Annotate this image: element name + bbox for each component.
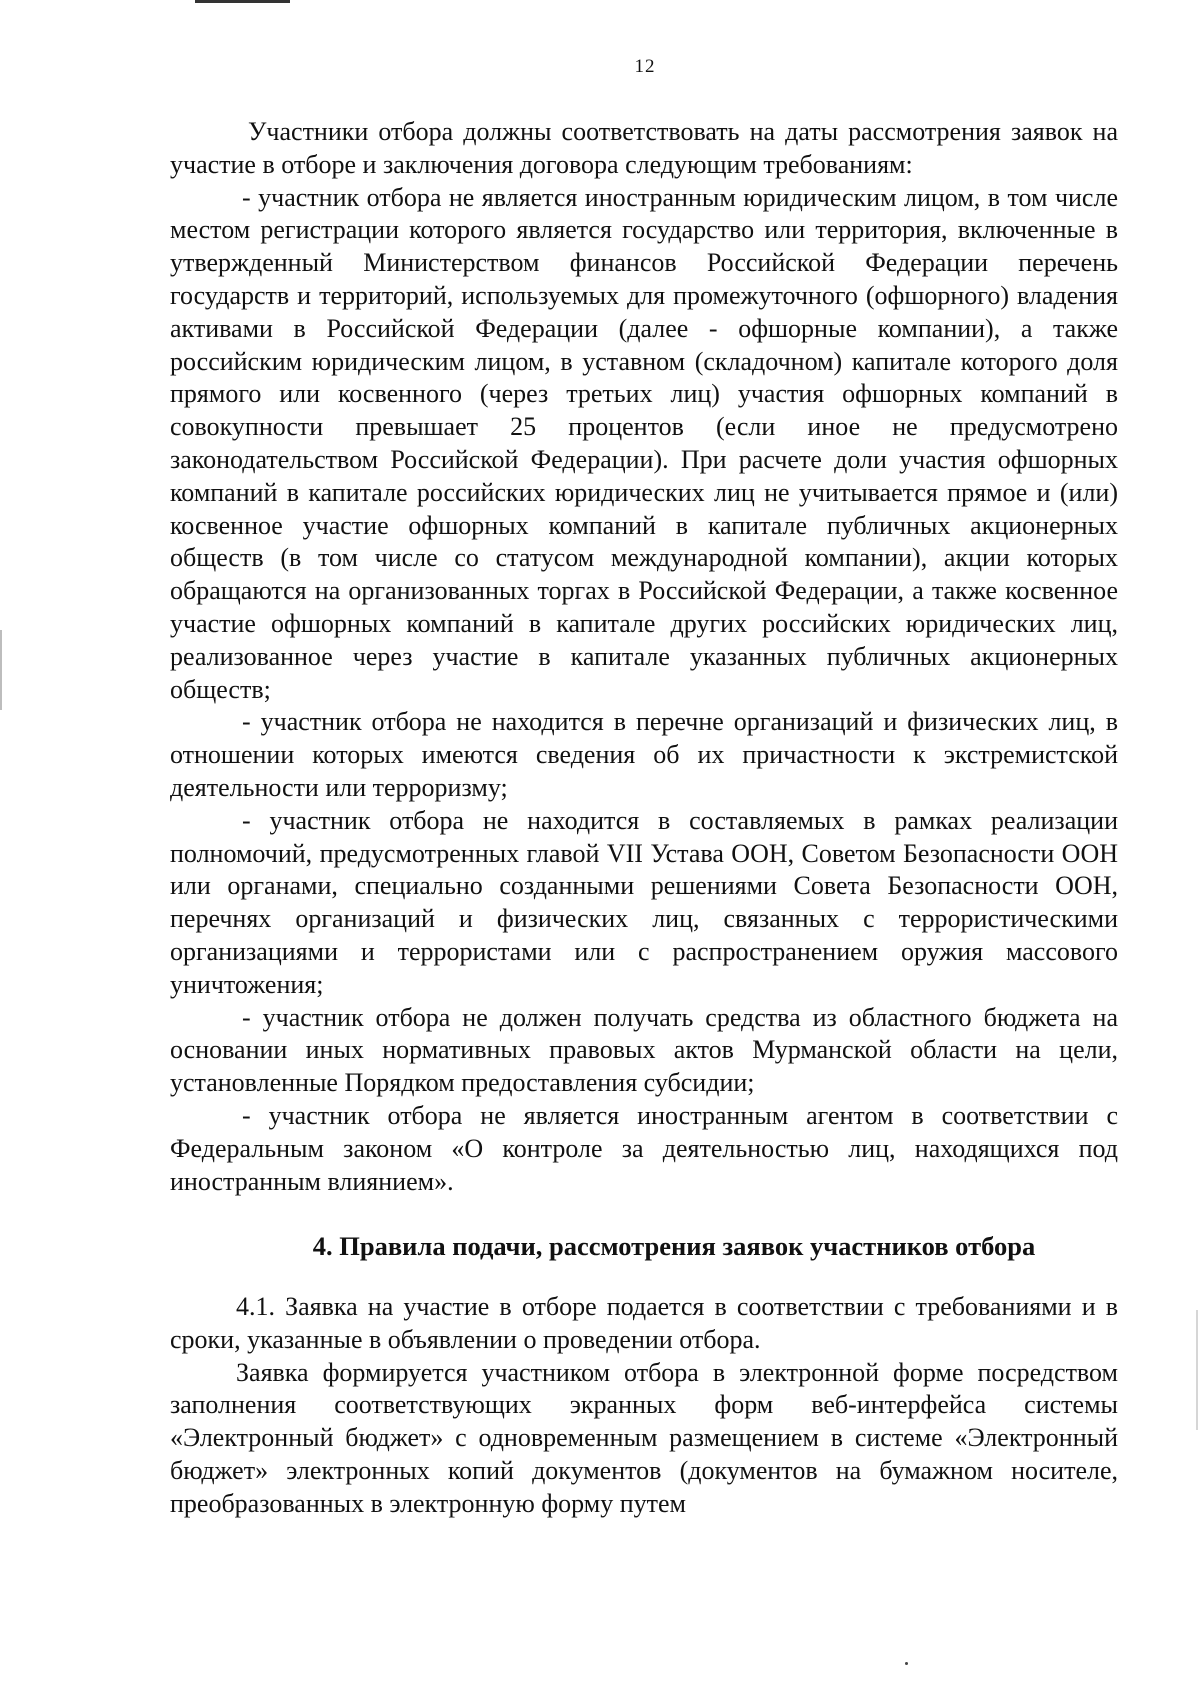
- requirement-regional-budget-paragraph: - участник отбора не должен получать средства из областного бюджета на основании иных нормативных правовых актов Мурманской области на цели, установленные Порядком предоставления субсидии;: [170, 1002, 1118, 1098]
- requirement-un-lists-paragraph: - участник отбора не находится в составляемых в рамках реализации полномочий, предусмотренных главой VII Устава ООН, Советом Безопасности ООН или органами, специально созданными решениями Совета Безопасности ООН, перечнях организаций и физических лиц, связанных с террористическими организациями и террористами или с распространением оружия массового уничтожения;: [170, 805, 1118, 999]
- requirement-offshore-paragraph: - участник отбора не является иностранным юридическим лицом, в том числе местом регистрации которого является государство или территория, включенные в утвержденный Министерством финансов Российской Федерации перечень государств и территорий, используемых для промежуточного (офшорного) владения активами в Российской Федерации (далее - офшорные компании), а также российским юридическим лицом, в уставном (складочном) капитале которого доля прямого или косвенного (через третьих лиц) участия офшорных компаний в совокупности превышает 25 процентов (если иное не предусмотрено законодательством Российской Федерации). При расчете доли участия офшорных компаний в капитале российских юридических лиц не учитывается прямое и (или) косвенное участие офшорных компаний в капитале публичных акционерных обществ (в том числе со статусом международной компании), акции которых обращаются на организованных торгах в Российской Федерации, а также косвенное участие офшорных компаний в капитале других российских юридических лиц, реализованное через участие в капитале указанных публичных акционерных обществ;: [170, 182, 1118, 704]
- requirement-foreign-agent-paragraph: - участник отбора не является иностранным агентом в соответствии с Федеральным законом «О контроле за деятельностью лиц, находящихся под иностранным влиянием».: [170, 1100, 1118, 1196]
- section-4-heading: 4. Правила подачи, рассмотрения заявок участников отбора: [312, 1231, 1036, 1262]
- requirement-extremism-paragraph: - участник отбора не находится в перечне организаций и физических лиц, в отношении которых имеются сведения об их причастности к экстремистской деятельности или терроризму;: [170, 707, 1118, 802]
- page-number: 12: [634, 56, 656, 77]
- scan-dust-dot: [905, 1662, 908, 1665]
- requirements-intro-paragraph: Участники отбора должны соответствовать на даты рассмотрения заявок на участие в отборе и заключения договора следующим требованиям:: [170, 117, 1118, 179]
- section-4-1-paragraph: 4.1. Заявка на участие в отборе подается в соответствии с требованиями и в сроки, указанные в объявлении о проведении отбора.: [170, 1292, 1118, 1354]
- document-body: [170, 116, 1118, 1521]
- scan-top-mark: [195, 0, 290, 3]
- application-form-paragraph: Заявка формируется участником отбора в электронной форме посредством заполнения соответствующих экранных форм веб-интерфейса системы «Электронный бюджет» с одновременным размещением в системе «Электронный бюджет» электронных копий документов (документов на бумажном носителе, преобразованных в электронную форму путем: [170, 1357, 1118, 1518]
- scan-edge-mark-right: [1196, 1310, 1198, 1430]
- scan-edge-mark: [0, 630, 2, 710]
